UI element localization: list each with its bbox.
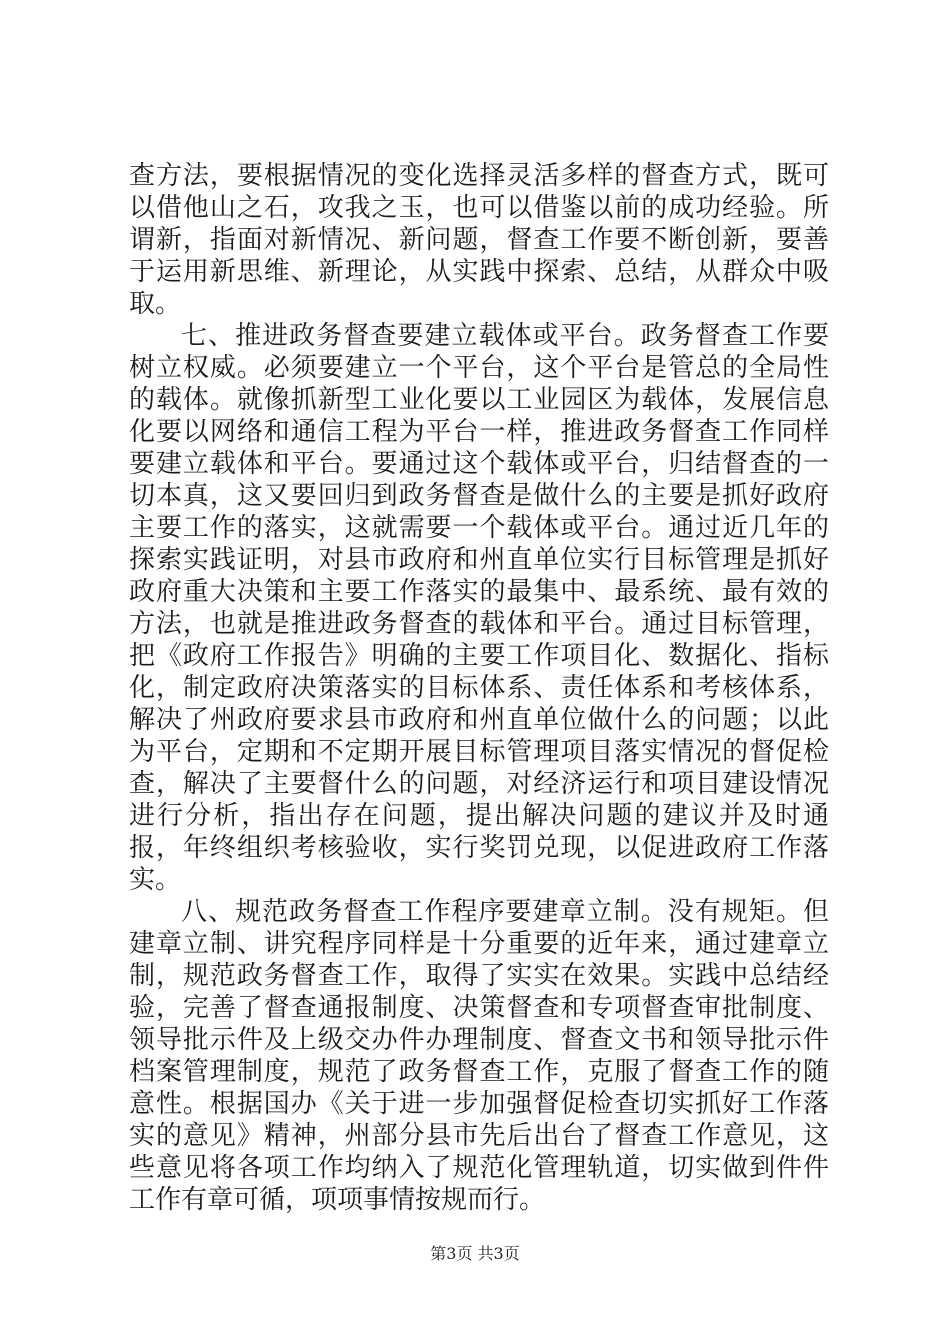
paragraph-section-seven: 七、推进政务督查要建立载体或平台。政务督查工作要树立权威。必须要建立一个平台，这个平台是管总的全局性的载体。就像抓新型工业化要以工业园区为载体，发展信息化要以网络和通信工程为平台一样，推进政务督查工作同样要建立载体和平台。要通过这个载体或平台，归结督查的一切本真，这又要回归到政务督查是做什么的主要是抓好政府主要工作的落实，这就需要一个载体或平台。通过近几年的探索实践证明，对县市政府和州直单位实行目标管理是抓好政府重大决策和主要工作落实的最集中、最系统、最有效的方法，也就是推进政务督查的载体和平台。通过目标管理，把《政府工作报告》明确的主要工作项目化、数据化、指标化，制定政府决策落实的目标体系、责任体系和考核体系，解决了州政府要求县市政府和州直单位做什么的问题；以此为平台，定期和不定期开展目标管理项目落实情况的督促检查，解决了主要督什么的问题，对经济运行和项目建设情况进行分析，指出存在问题，提出解决问题的建议并及时通报，年终组织考核验收，实行奖罚兑现，以促进政府工作落实。: [129, 321, 829, 895]
document-body: [129, 160, 829, 1216]
paragraph-continuation: 查方法，要根据情况的变化选择灵活多样的督查方式，既可以借他山之石，攻我之玉，也可以借鉴以前的成功经验。所谓新，指面对新情况、新问题，督查工作要不断创新，要善于运用新思维、新理论，从实践中探索、总结，从群众中吸取。: [129, 161, 829, 319]
paragraph-section-eight: 八、规范政务督查工作程序要建章立制。没有规矩。但建章立制、讲究程序同样是十分重要的近年来，通过建章立制，规范政务督查工作，取得了实实在效果。实践中总结经验，完善了督查通报制度、决策督查和专项督查审批制度、领导批示件及上级交办件办理制度、督查文书和领导批示件档案管理制度，规范了政务督查工作，克服了督查工作的随意性。根据国办《关于进一步加强督促检查切实抓好工作落实的意见》精神，州部分县市先后出台了督查工作意见，这些意见将各项工作均纳入了规范化管理轨道，切实做到件件工作有章可循，项项事情按规而行。: [129, 897, 829, 1215]
page-footer: 第3页 共3页: [430, 1244, 520, 1263]
